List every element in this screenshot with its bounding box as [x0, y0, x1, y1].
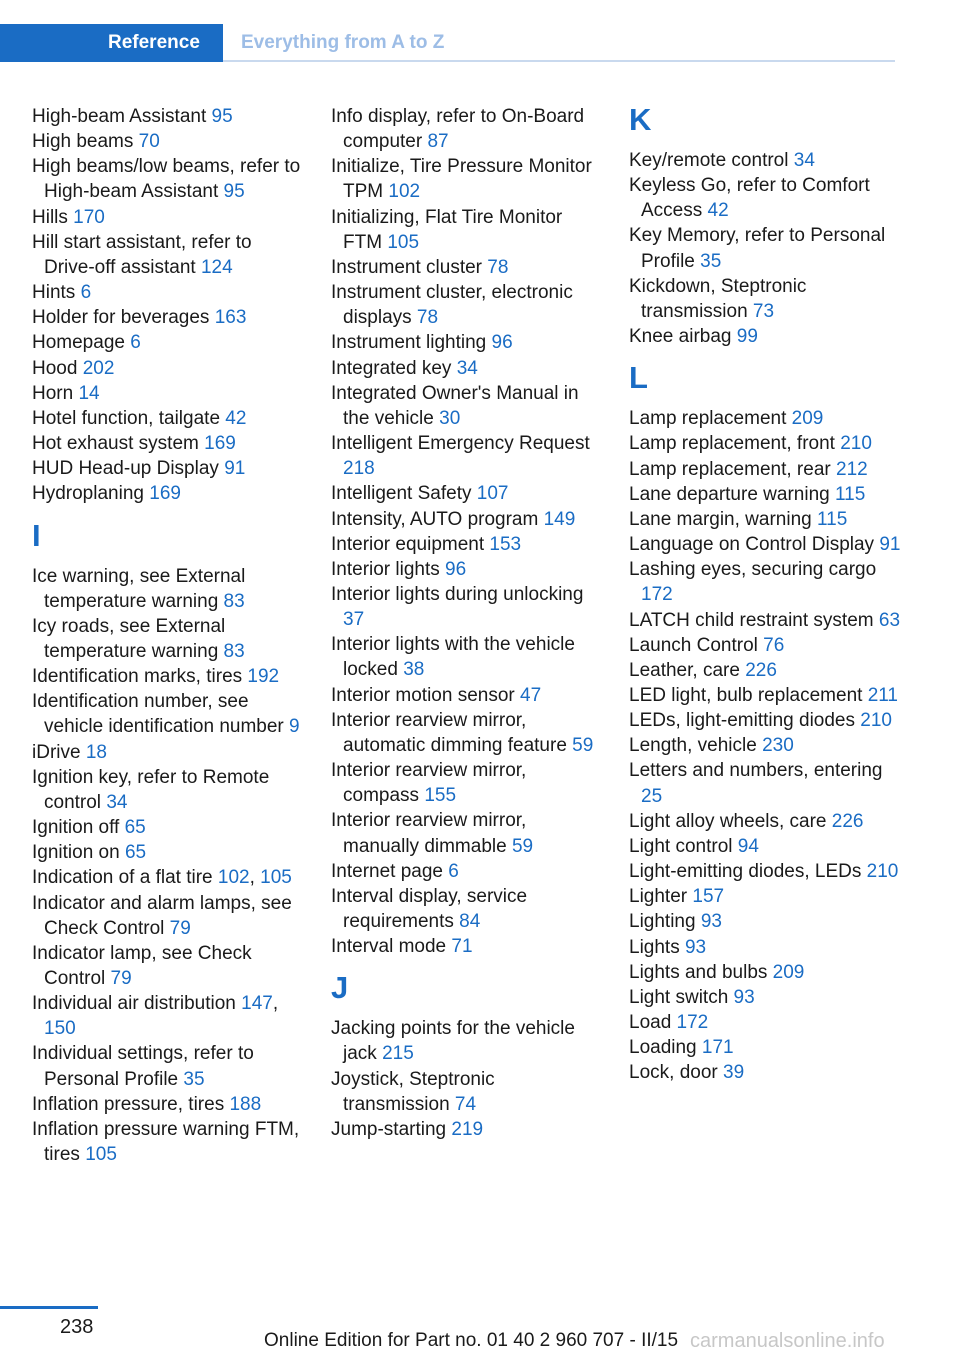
index-entry — [32, 154, 304, 204]
index-entry-term: Lights and bulbs — [629, 961, 773, 983]
page-reference-link[interactable]: 59 — [572, 734, 594, 756]
index-entry: Individual air distribution 147, 150 — [32, 993, 279, 1040]
page-number: 238 — [60, 1316, 94, 1338]
page-reference-link[interactable]: 226 — [745, 659, 777, 681]
index-entry — [629, 324, 901, 349]
page-reference-link[interactable]: 105 — [387, 231, 420, 253]
page-reference-link[interactable]: 210 — [840, 433, 872, 455]
index-entry-term: Interior lights during unlocking — [331, 583, 584, 605]
index-entry — [331, 532, 603, 557]
page-reference-link[interactable]: 73 — [752, 300, 775, 322]
index-entry-term: Initializing, Flat Tire Monitor FTM — [331, 206, 563, 253]
index-entry — [331, 708, 603, 758]
index-entry-term: Letters and numbers, entering — [629, 760, 883, 782]
index-entry-term: Light switch — [629, 986, 734, 1008]
index-entry-term: Interior rearview mirror, compass — [331, 760, 527, 807]
index-entry-term: Lock, door — [629, 1062, 723, 1084]
index-entry-term: Hood — [32, 357, 83, 379]
index-entry-term: Kickdown, Steptronic transmission — [629, 275, 807, 322]
index-entry — [32, 129, 304, 154]
index-entry-term: Identification marks, tires — [32, 666, 248, 688]
index-entry-term: Indicator lamp, see Check Control — [32, 942, 252, 989]
page-reference-link[interactable]: 83 — [223, 640, 245, 662]
index-entry — [32, 1092, 304, 1117]
index-entry-term: Lamp replacement, rear — [629, 458, 836, 480]
page-reference-link[interactable]: 169 — [149, 483, 181, 505]
edition-note: Online Edition for Part no. 01 40 2 960 707 - II/15 — [264, 1330, 679, 1351]
page-reference-link[interactable]: 102 — [388, 181, 421, 203]
page-reference-link[interactable]: 39 — [723, 1062, 745, 1084]
index-entry-term: LED light, bulb replacement — [629, 684, 868, 706]
page-reference-link[interactable]: 209 — [772, 961, 805, 983]
index-entry-term: Jacking points for the vehicle jack — [331, 1018, 575, 1065]
index-entry-term: Key/remote control — [629, 150, 794, 171]
index-entry — [331, 507, 603, 532]
page-reference-link[interactable]: 18 — [85, 741, 107, 763]
index-entry-term: Interior lights with the vehicle locked — [331, 634, 575, 681]
index-entry-term: Light alloy wheels, care — [629, 810, 832, 832]
index-entry-term: Length, vehicle — [629, 735, 763, 757]
index-entry — [629, 859, 901, 884]
page-reference-link[interactable]: 59 — [511, 835, 534, 857]
index-entry — [629, 633, 901, 658]
page-reference-link[interactable]: 115 — [834, 483, 866, 505]
index-letter-heading: J — [331, 970, 349, 1006]
index-entry — [32, 230, 304, 280]
index-entry-term: Interior rearview mirror, manually dimmable — [331, 810, 527, 857]
index-entry — [331, 381, 603, 431]
index-entry-term: Loading — [629, 1037, 702, 1059]
index-entry-term: iDrive — [32, 741, 86, 763]
page-reference-link[interactable]: 63 — [878, 609, 901, 631]
index-entry-term: Integrated Owner's Manual in the vehicle — [331, 382, 579, 429]
index-column-1 — [32, 104, 304, 1167]
index-entry-term: Leather, care — [629, 659, 746, 681]
page-reference-link[interactable]: 105 — [260, 867, 292, 889]
index-entry-term: Horn — [32, 382, 79, 404]
index-entry-term: Instrument lighting — [331, 332, 492, 354]
index-entry — [32, 1117, 304, 1167]
index-entry — [32, 104, 304, 129]
page-reference-link[interactable]: 102 — [217, 867, 250, 889]
index-entry-term: Individual settings, refer to Personal Profile — [32, 1043, 254, 1090]
page-reference-link[interactable]: 30 — [439, 407, 461, 429]
index-entry-term: Launch Control — [629, 634, 764, 656]
index-entry-term: Lamp replacement — [629, 408, 792, 430]
page-reference-link[interactable]: 95 — [223, 181, 245, 203]
page-reference-link[interactable]: 155 — [424, 785, 457, 807]
index-entry — [629, 1060, 901, 1085]
index-entry-term: Ignition on — [32, 842, 125, 864]
page-reference-link[interactable]: 210 — [860, 710, 892, 732]
index-entry-term: Language on Control Display — [629, 534, 880, 556]
index-entry — [32, 664, 304, 689]
page-reference-link[interactable]: 93 — [700, 911, 722, 933]
index-entry-term: Light control — [629, 835, 738, 857]
page-reference-link[interactable]: 210 — [866, 861, 899, 883]
index-entry-term: Joystick, Steptronic transmission — [331, 1068, 495, 1115]
index-entry-term: Hints — [32, 282, 81, 304]
index-entry — [629, 733, 901, 758]
index-letter-heading: K — [629, 102, 652, 137]
index-entry — [629, 960, 901, 985]
index-entry — [629, 457, 901, 482]
index-entry-term: Key Memory, refer to Personal Profile — [629, 225, 886, 272]
index-entry — [331, 1117, 603, 1142]
page-reference-link[interactable]: 6 — [130, 332, 141, 354]
index-entry-term: Intelligent Emergency Request — [331, 433, 590, 455]
page-reference-link[interactable]: 169 — [204, 433, 236, 455]
index-entry — [331, 557, 603, 582]
page-reference-link[interactable]: 94 — [737, 835, 759, 857]
index-entry — [331, 1067, 603, 1117]
page-reference-link[interactable]: 202 — [82, 357, 115, 379]
index-entry — [32, 614, 304, 664]
index-entry — [331, 205, 603, 255]
page-reference-link[interactable]: 79 — [169, 917, 191, 939]
page-reference-link[interactable]: 95 — [211, 106, 233, 127]
index-entry — [32, 305, 304, 330]
page-reference-link[interactable]: 172 — [641, 584, 673, 606]
index-entry — [629, 482, 901, 507]
index-entry — [331, 683, 603, 708]
index-column-3 — [629, 104, 901, 1085]
page-reference-link[interactable]: 96 — [445, 558, 467, 580]
page-reference-link[interactable]: 87 — [427, 131, 449, 153]
page-reference-link[interactable]: 212 — [836, 458, 868, 480]
index-entry — [629, 507, 901, 532]
page-reference-link[interactable]: 74 — [454, 1093, 477, 1115]
index-entry-term: Knee airbag — [629, 326, 737, 348]
index-entry-term: Info display, refer to On-Board computer — [331, 106, 585, 153]
page-reference-link[interactable]: 124 — [200, 256, 233, 278]
index-entry-term: Lashing eyes, securing cargo — [629, 559, 877, 581]
page-reference-link[interactable]: 209 — [791, 408, 824, 430]
page-reference-link[interactable]: 34 — [106, 791, 128, 813]
index-entry-term: Ice warning, see External temperature warning — [32, 565, 246, 612]
index-entry — [331, 1016, 603, 1066]
page-reference-link[interactable]: 14 — [78, 382, 100, 404]
index-entry — [629, 173, 901, 223]
page-reference-link[interactable]: 215 — [382, 1043, 414, 1065]
index-entry — [629, 431, 901, 456]
index-entry — [331, 255, 603, 280]
index-entry — [331, 104, 603, 154]
page-reference-link[interactable]: 42 — [225, 407, 247, 429]
index-entry-term: LATCH child restraint system — [629, 609, 879, 631]
index-entry — [331, 356, 603, 381]
index-entry — [629, 608, 901, 633]
index-entry-term: Hot exhaust system — [32, 433, 205, 455]
page-reference-link[interactable]: 149 — [543, 508, 576, 530]
index-entry-term: Holder for beverages — [32, 307, 215, 329]
index-entry-term: Hills — [32, 206, 74, 228]
index-entry-term: Ignition off — [32, 817, 125, 839]
index-entry — [32, 406, 304, 431]
index-entry-term: Interior equipment — [331, 533, 490, 555]
index-entry — [629, 532, 901, 557]
index-entry-term: Interval mode — [331, 936, 452, 958]
index-entry — [331, 280, 603, 330]
page-reference-link[interactable]: 91 — [879, 534, 901, 556]
index-entry-term: Icy roads, see External temperature warning — [32, 615, 226, 662]
index-entry-term: Hydroplaning — [32, 483, 150, 505]
page-reference-link[interactable]: 76 — [763, 634, 785, 656]
index-entry-term: High beams — [32, 131, 139, 153]
index-entry-term: High beams/low beams, refer to High-beam Assistant — [32, 156, 301, 203]
page-reference-link[interactable]: 84 — [459, 911, 481, 932]
index-entry — [629, 758, 901, 808]
page-reference-link[interactable]: 47 — [520, 684, 542, 706]
index-entry — [32, 1041, 304, 1091]
index-entry — [32, 941, 304, 991]
index-entry-term: Interval display, service requirements — [331, 885, 528, 932]
index-entry-term: Light-emitting diodes, LEDs — [629, 861, 867, 883]
page-reference-link[interactable]: 35 — [183, 1068, 205, 1090]
page-reference-link[interactable]: 219 — [451, 1118, 484, 1140]
index-entry — [331, 481, 603, 506]
page-reference-link[interactable]: 9 — [289, 716, 300, 738]
index-entry — [629, 683, 901, 708]
page-reference-link[interactable]: 70 — [138, 131, 160, 153]
index-entry — [32, 431, 304, 456]
index-entry — [331, 758, 603, 808]
index-entry — [331, 632, 603, 682]
index-entry-term: Initialize, Tire Pressure Monitor TPM — [331, 156, 592, 203]
index-entry — [331, 330, 603, 355]
index-entry — [629, 406, 901, 431]
index-entry — [331, 808, 603, 858]
index-entry — [629, 909, 901, 934]
index-entry — [629, 274, 901, 324]
page-reference-link[interactable]: 171 — [701, 1037, 734, 1059]
page-reference-link[interactable]: 65 — [124, 817, 146, 839]
index-entry-term: Individual air distribution — [32, 993, 242, 1015]
index-letter-heading: I — [32, 517, 41, 553]
index-entry-term: Identification number, see vehicle identification number — [32, 691, 290, 738]
index-entry-term: Lane departure warning — [629, 483, 835, 505]
index-entry-term: Load — [629, 1012, 677, 1033]
watermark: carmanualsonline.info — [690, 1330, 885, 1352]
page-reference-link[interactable]: 163 — [214, 307, 247, 329]
index-entry — [32, 330, 304, 355]
index-entry — [629, 935, 901, 960]
index-entry-term: High-beam Assistant — [32, 106, 212, 127]
index-entry — [629, 1035, 901, 1060]
page-reference-link[interactable]: 79 — [110, 968, 132, 989]
index-entry: Indication of a flat tire 102, 105 — [32, 867, 292, 889]
index-entry-term: Homepage — [32, 332, 131, 354]
index-entry — [629, 557, 901, 607]
subsection-tab[interactable]: Everything from A to Z — [241, 32, 445, 53]
page-reference-link[interactable]: 157 — [692, 886, 725, 908]
page-reference-link[interactable]: 78 — [487, 256, 509, 278]
index-entry — [32, 891, 304, 941]
page-reference-link[interactable]: 211 — [867, 684, 898, 706]
page-reference-link[interactable]: 150 — [44, 1018, 76, 1040]
index-entry — [629, 223, 901, 273]
index-entry — [32, 456, 304, 481]
index-entry-term: Hill start assistant, refer to Drive-off assistant — [32, 231, 252, 278]
index-entry — [32, 740, 304, 765]
section-tab[interactable]: Reference — [0, 24, 223, 62]
index-entry-term: Hotel function, tailgate — [32, 407, 226, 429]
index-entry — [32, 765, 304, 815]
page-reference-link[interactable]: 218 — [343, 458, 375, 480]
page-reference-link[interactable]: 93 — [733, 986, 755, 1008]
index-entry — [32, 840, 304, 865]
page-reference-link[interactable]: 42 — [707, 200, 729, 222]
page-reference-link[interactable]: 34 — [456, 357, 478, 379]
index-entry-term: Intensity, AUTO program — [331, 508, 544, 530]
index-entry — [629, 1010, 901, 1035]
index-entry — [32, 381, 304, 406]
index-entry-term: Instrument cluster, electronic displays — [331, 282, 573, 329]
page-reference-link[interactable]: 153 — [489, 533, 522, 555]
index-entry — [331, 582, 603, 632]
index-entry-term: Indicator and alarm lamps, see Check Control — [32, 892, 292, 939]
index-entry — [331, 884, 603, 934]
index-entry — [331, 859, 603, 884]
index-entry-term: Ignition key, refer to Remote control — [32, 766, 270, 813]
index-entry — [331, 934, 603, 959]
index-entry-term: Lights — [629, 936, 685, 958]
index-entry-term: Lighter — [629, 886, 693, 908]
index-entry — [32, 481, 304, 506]
index-entry — [32, 815, 304, 840]
index-entry — [32, 689, 304, 739]
page-reference-link[interactable]: 226 — [831, 810, 864, 832]
index-entry — [32, 564, 304, 614]
page-reference-link[interactable]: 172 — [676, 1012, 709, 1033]
index-entry — [629, 658, 901, 683]
index-entry-term: Lane margin, warning — [629, 508, 817, 530]
page-reference-link[interactable]: 93 — [684, 936, 707, 958]
index-column-2 — [331, 104, 603, 1142]
index-entry-term: Indication of a flat tire — [32, 867, 218, 889]
index-entry — [629, 884, 901, 909]
index-entry — [331, 431, 603, 481]
index-entry — [629, 708, 901, 733]
index-entry-term: Keyless Go, refer to Comfort Access — [629, 175, 870, 222]
page-reference-link[interactable]: 6 — [448, 860, 459, 882]
page-reference-link[interactable]: 192 — [247, 666, 280, 688]
page-reference-link[interactable]: 170 — [73, 206, 105, 228]
page-reference-link[interactable]: 83 — [223, 590, 245, 612]
page-reference-link[interactable]: 230 — [762, 735, 794, 757]
page-reference-link[interactable]: 25 — [641, 785, 663, 807]
index-entry — [32, 356, 304, 381]
index-entry — [629, 148, 901, 173]
page-reference-link[interactable]: 38 — [403, 659, 425, 681]
index-entry-term: Inflation pressure warning FTM, tires — [32, 1118, 300, 1166]
page-reference-link[interactable]: 78 — [416, 307, 439, 329]
index-letter-heading: L — [629, 360, 648, 396]
index-entry-term: Integrated key — [331, 357, 457, 379]
index-entry — [629, 834, 901, 859]
page-reference-link[interactable]: 107 — [476, 483, 509, 505]
index-entry-term: Lamp replacement, front — [629, 433, 841, 455]
page-reference-link[interactable]: 105 — [85, 1144, 117, 1166]
index-entry-term: Interior lights — [331, 558, 446, 580]
index-entry-term: Internet page — [331, 860, 449, 882]
page-reference-link[interactable]: 37 — [343, 609, 365, 631]
page-reference-link[interactable]: 96 — [491, 332, 513, 354]
page-reference-link[interactable]: 115 — [817, 508, 848, 530]
index-entry-term: Jump-starting — [331, 1118, 452, 1140]
index-entry-term: LEDs, light-emitting diodes — [629, 710, 861, 732]
index-entry-term: Instrument cluster — [331, 256, 488, 278]
index-entry-term: Lighting — [629, 911, 701, 933]
page-reference-link[interactable]: 34 — [793, 150, 815, 171]
index-entry — [32, 205, 304, 230]
page-reference-link[interactable]: 147 — [241, 993, 273, 1015]
index-entry-term: Intelligent Safety — [331, 483, 477, 505]
page-reference-link[interactable]: 35 — [700, 250, 722, 272]
index-entry-term: Interior motion sensor — [331, 684, 521, 706]
page-reference-link[interactable]: 91 — [224, 458, 246, 480]
index-entry — [629, 985, 901, 1010]
page-reference-link[interactable]: 188 — [229, 1093, 262, 1115]
page-reference-link[interactable]: 99 — [736, 326, 758, 348]
index-entry — [629, 809, 901, 834]
index-entry — [331, 154, 603, 204]
index-entry-term: Inflation pressure, tires — [32, 1093, 230, 1115]
page-header — [0, 24, 895, 62]
index-entry — [32, 280, 304, 305]
page-reference-link[interactable]: 65 — [124, 842, 147, 864]
footer-rule — [0, 1306, 98, 1309]
index-entry-term: HUD Head-up Display — [32, 458, 225, 480]
page-reference-link[interactable]: 6 — [80, 282, 92, 304]
page-reference-link[interactable]: 71 — [451, 936, 473, 958]
index-entry-term: Interior rearview mirror, automatic dimming feature — [331, 709, 573, 756]
